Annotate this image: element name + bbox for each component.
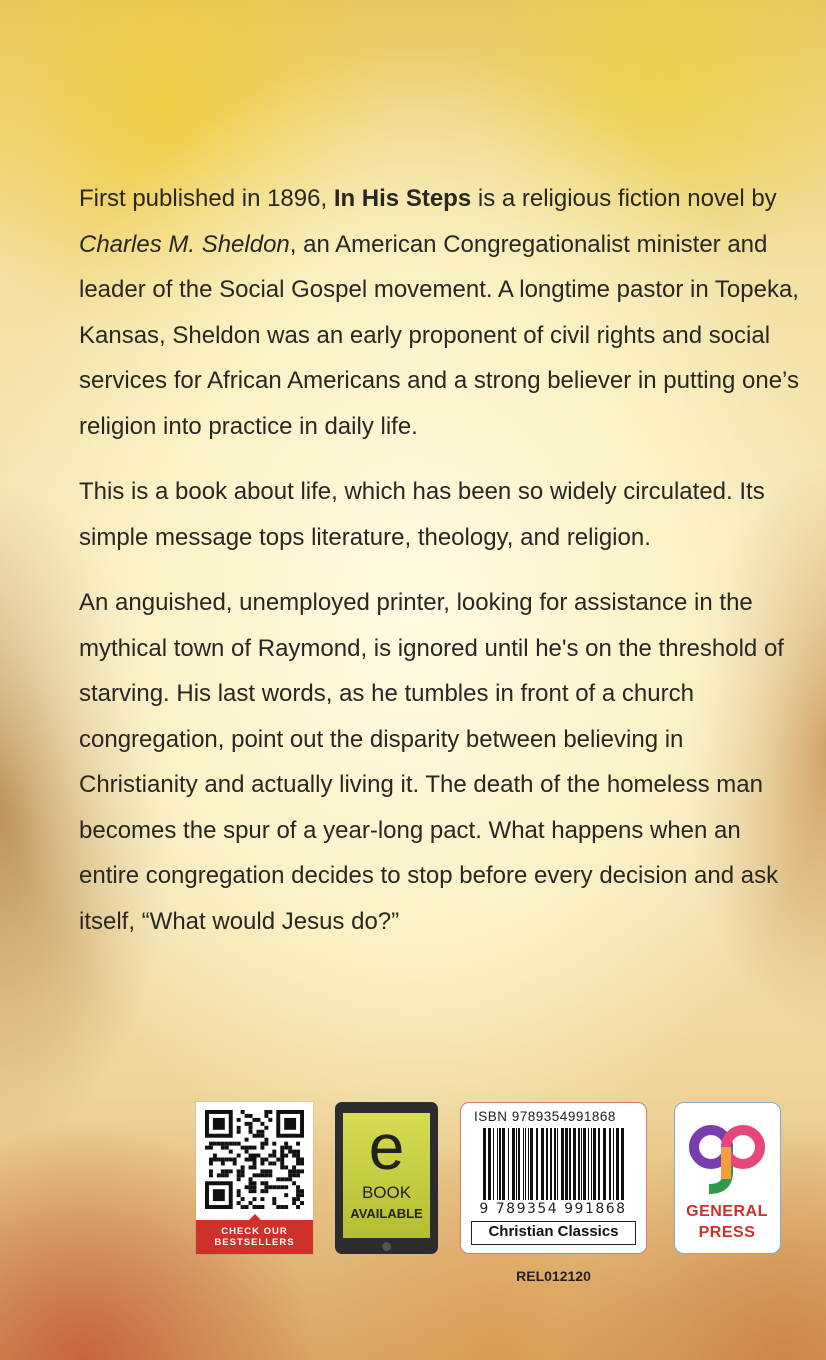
book-title: In His Steps <box>333 185 472 212</box>
qr-banner: CHECK OUR BESTSELLERS <box>196 1220 313 1254</box>
reference-code: REL012120 <box>516 1268 591 1284</box>
isbn-digits: 9 789354 991868 <box>479 1201 627 1217</box>
isbn-label: ISBN 9789354991868 <box>474 1109 616 1124</box>
publisher-logo <box>674 1102 781 1254</box>
qr-code-badge[interactable] <box>196 1102 313 1254</box>
author-name: Charles M. Sheldon <box>79 230 290 258</box>
publisher-name: GENERAL PRESS <box>686 1203 768 1241</box>
qr-code-icon <box>205 1110 304 1209</box>
description-paragraph-3: An anguished, unemployed printer, looking for assistance in the mythical town of Raymond, is ignored until he's on the threshold of starving. His last words, as he tumbles in front of a church congregation, point out the disparity between believing in Christianity and actually living it. The death of the homeless man becomes the spur of a year-long pact. What happens when an entire congregation decides to stop before every decision and ask itself, “What would Jesus do?” <box>79 589 784 935</box>
barcode-icon <box>481 1128 627 1200</box>
back-cover-description <box>79 176 804 964</box>
isbn-barcode-card <box>460 1102 647 1254</box>
ebook-e-icon: e <box>368 1111 405 1183</box>
category-label: Christian Classics <box>471 1221 636 1245</box>
tablet-screen: e BOOK AVAILABLE <box>343 1113 430 1238</box>
description-paragraph-2: This is a book about life, which has been so widely circulated. Its simple message tops literature, theology, and religion. <box>79 478 765 551</box>
gp-logo-icon <box>685 1117 769 1197</box>
tablet-home-button-icon <box>382 1242 391 1251</box>
ebook-available-badge <box>335 1102 438 1254</box>
description-paragraph-1: First published in 1896, In His Steps is a religious fiction novel by Charles M. Sheldon, an American Congregationalist minister and leader of the Social Gospel movement. A longtime pastor in Topeka, Kansas, Sheldon was an early proponent of civil rights and social services for African Americans and a strong believer in putting one’s religion into practice in daily life. <box>79 185 799 440</box>
